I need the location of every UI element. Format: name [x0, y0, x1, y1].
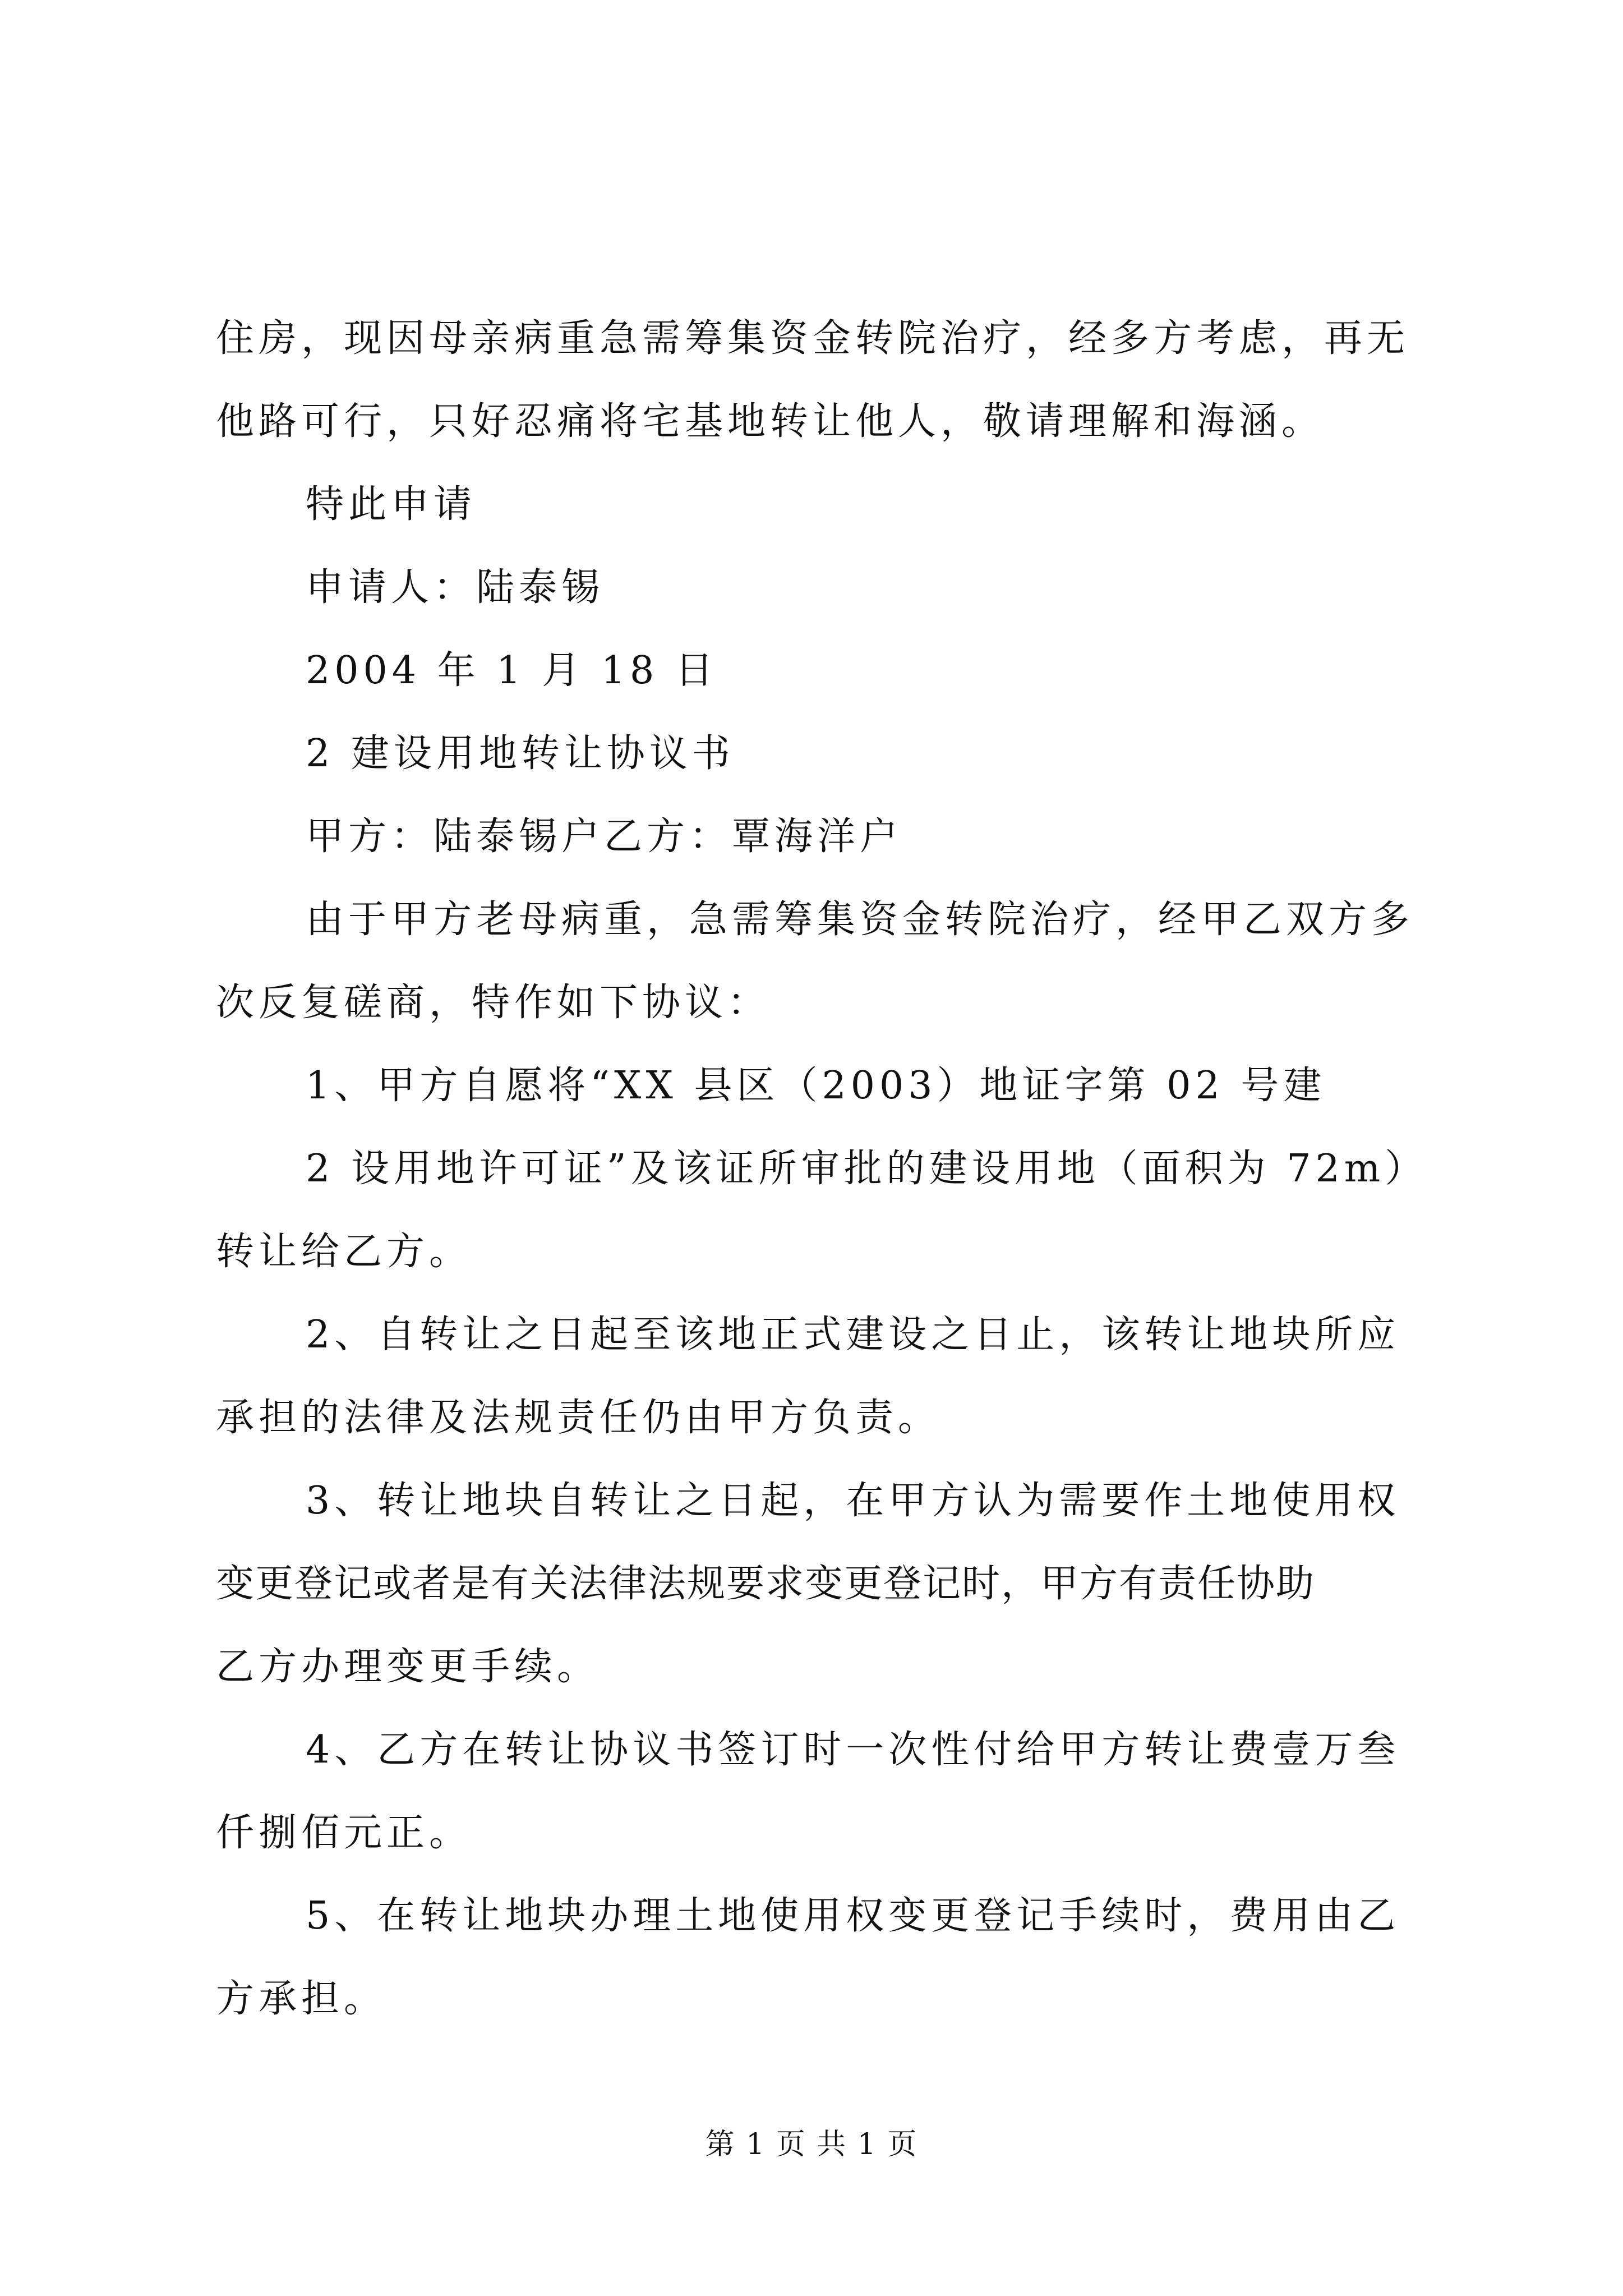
clause-3-line: 3、转让地块自转让之日起，在甲方认为需要作土地使用权	[306, 1479, 1400, 1523]
text-line: 他路可行，只好忍痛将宅基地转让他人，敬请理解和海涵。	[216, 399, 1325, 444]
text-line: 次反复磋商，特作如下协议：	[216, 981, 771, 1025]
clause-3-line: 乙方办理变更手续。	[216, 1645, 600, 1689]
date-line: 2004 年 1 月 18 日	[306, 648, 718, 693]
closing-phrase: 特此申请	[306, 482, 477, 527]
page-footer: 第 1 页 共 1 页	[705, 2128, 918, 2161]
clause-1-line: 1、甲方自愿将“XX 县区（2003）地证字第 02 号建	[306, 1064, 1326, 1108]
clause-5-line: 方承担。	[216, 1977, 387, 2021]
clause-4-line: 4、乙方在转让协议书签订时一次性付给甲方转让费壹万叁	[306, 1728, 1400, 1772]
parties-line: 甲方：陆泰锡户乙方：覃海洋户	[306, 815, 903, 859]
section-title: 2 建设用地转让协议书	[306, 731, 735, 776]
applicant-line: 申请人：陆泰锡	[306, 565, 605, 610]
clause-2-line: 承担的法律及法规责任仍由甲方负责。	[216, 1396, 941, 1440]
clause-4-line: 仟捌佰元正。	[216, 1811, 472, 1855]
text-line: 住房，现因母亲病重急需筹集资金转院治疗，经多方考虑，再无	[216, 316, 1410, 361]
clause-3-line: 变更登记或者是有关法律法规要求变更登记时，甲方有责任协助	[216, 1562, 1316, 1606]
clause-2-line: 2、自转让之日起至该地正式建设之日止，该转让地块所应	[306, 1313, 1400, 1357]
clause-1-line: 转让给乙方。	[216, 1230, 472, 1274]
clause-1-line: 2 设用地许可证”及该证所审批的建设用地（面积为 72m）	[306, 1147, 1428, 1191]
clause-5-line: 5、在转让地块办理土地使用权变更登记手续时，费用由乙	[306, 1894, 1400, 1938]
document-body	[216, 297, 1428, 2041]
text-line: 由于甲方老母病重，急需筹集资金转院治疗，经甲乙双方多	[306, 898, 1414, 942]
